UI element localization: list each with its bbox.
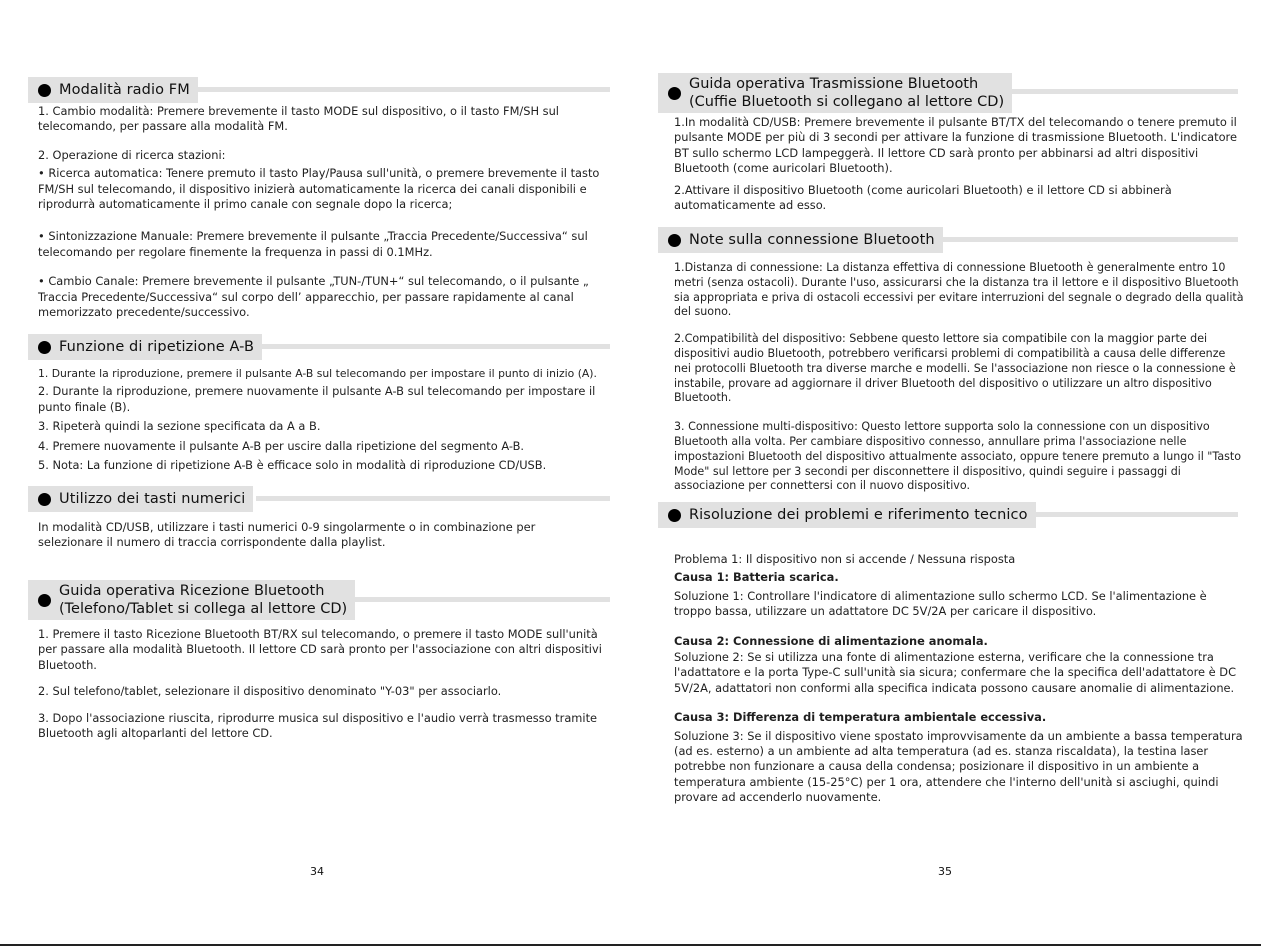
right-page [658,0,1244,946]
paragraph: 1. Premere il tasto Ricezione Bluetooth BT/RX sul telecomando, o premere il tasto MODE sull'unità per passare alla modalità Bluetooth. Il lettore CD sarà pronto per l'associazione con altri dispositivi Bluetooth. [38,627,602,672]
problem-line: Problema 1: Il dispositivo non si accende / Nessuna risposta [674,552,1016,566]
section-rule [998,89,1238,94]
section-title-box [28,77,198,103]
left-page [28,0,610,946]
section-header-notes [658,227,1238,253]
section-header-trouble [658,502,1238,528]
section-title-block [59,582,347,618]
section-title-box [658,73,1012,113]
list-item: 5. Nota: La funzione di ripetizione A-B è efficace solo in modalità di riproduzione CD/USB. [38,458,547,473]
list-item: 2. Durante la riproduzione, premere nuovamente il pulsante A-B sul telecomando per impostare il punto finale (B). [38,384,596,414]
paragraph: 3. Dopo l'associazione riuscita, riprodurre musica sul dispositivo e l'audio verrà trasmesso tramite Bluetooth agli altoparlanti del lettore CD. [38,710,598,741]
section-title-block [689,75,1004,111]
section-title-box [658,227,943,253]
cause-heading: Causa 3: Differenza di temperatura ambientale eccessiva. [674,710,1047,725]
notes-body [674,261,1244,494]
section-subtitle: (Telefono/Tablet si collega al lettore CD) [59,601,348,617]
paragraph: • Cambio Canale: Premere brevemente il pulsante „TUN-/TUN+“ sul telecomando, o il pulsante „ Traccia Precedente/Successiva“ sul corpo dell’ apparecchio, per passare rapidamente al canal memorizzato precedente/successivo. [38,274,589,320]
section-title: Funzione di ripetizione A-B [59,339,255,355]
list-item: 3. Ripeterà quindi la sezione specificata da A a B. [38,419,321,434]
paragraph: 1. Cambio modalità: Premere brevemente il tasto MODE sul dispositivo, o il tasto FM/SH sul telecomando, per passare alla modalità FM. [38,104,559,134]
bttx-body [674,115,1244,213]
list-item: 1. Durante la riproduzione, premere il pulsante A-B sul telecomando per impostare il punto di inizio (A). [38,367,597,380]
cause-heading: Causa 2: Connessione di alimentazione anomala. [674,633,988,648]
section-title: Note sulla connessione Bluetooth [689,232,935,248]
paragraph: 2. Sul telefono/tablet, selezionare il dispositivo denominato "Y-03" per associarlo. [38,684,502,699]
section-header-bttx [658,73,1238,113]
section-rule [188,87,610,92]
section-subtitle: (Cuffie Bluetooth si collegano al lettore CD) [689,94,1005,110]
section-rule [1026,512,1238,517]
paragraph: 2. Operazione di ricerca stazioni: [38,147,226,162]
paragraph: 1.Distanza di connessione: La distanza effettiva di connessione Bluetooth è generalmente entro 10 metri (senza ostacoli). Durante l'uso, assicurarsi che la distanza tra il lettore e il dispositivo Bluetooth sia appropriata e priva di ostacoli eccessivi per evitare interruzioni del segnale o degrado della qualità del suono. [674,261,1244,319]
paragraph: 2.Attivare il dispositivo Bluetooth (come auricolari Bluetooth) e il lettore CD si abbinerà automaticamente ad esso. [674,182,1172,213]
bullet-dot-icon [38,493,51,506]
section-title: Utilizzo dei tasti numerici [59,491,246,507]
ab-body [38,366,610,473]
fm-body [38,104,610,320]
section-rule [250,344,610,349]
btrx-body [38,627,610,741]
section-title: Guida operativa Trasmissione Bluetooth [689,76,979,92]
section-title-box [658,502,1036,528]
section-title: Risoluzione dei problemi e riferimento tecnico [689,507,1028,523]
section-title-box [28,486,253,512]
solution-paragraph: Soluzione 2: Se si utilizza una fonte di alimentazione esterna, verificare che la connessione tra l'adattatore e la porta Type-C sull'unità sia sicura; confermare che la specifica dell'adattatore è DC 5V/2A, adattatori non conformi alla specifica indicata possono causare anomalie di alimentazione. [674,650,1237,695]
section-title: Modalità radio FM [59,82,190,98]
section-title: Guida operativa Ricezione Bluetooth [59,583,325,599]
section-rule [256,496,610,501]
bullet-dot-icon [38,594,51,607]
section-rule [354,597,610,602]
num-body [38,520,570,551]
paragraph: 1.In modalità CD/USB: Premere brevemente il pulsante BT/TX del telecomando o tenere premuto il pulsante MODE per più di 3 secondi per attivare la funzione di trasmissione Bluetooth. L'indicatore BT sullo schermo LCD lampeggerà. Il lettore CD sarà pronto per abbinarsi ad altri dispositivi Bluetooth (come auricolari Bluetooth). [674,115,1237,176]
bullet-dot-icon [668,87,681,100]
paragraph: • Sintonizzazione Manuale: Premere brevemente il pulsante „Traccia Precedente/Successiva“ sul telecomando per regolare finemente la frequenza in passi di 0.1MHz. [38,229,588,259]
bullet-dot-icon [668,509,681,522]
section-header-ab [28,334,610,360]
section-header-fm [28,77,610,103]
solution-paragraph: Soluzione 3: Se il dispositivo viene spostato improvvisamente da un ambiente a bassa temperatura (ad es. esterno) a un ambiente ad alta temperatura (ad es. stanza riscaldata), la testina laser potrebbe non funzionare a causa della condensa; posizionare il dispositivo in un ambiente a temperatura ambiente (15-25°C) per 1 ora, attendere che l'interno dell'unità si asciughi, quindi provare ad accenderlo nuovamente. [674,728,1243,805]
paragraph: In modalità CD/USB, utilizzare i tasti numerici 0-9 singolarmente o in combinazione per selezionare il numero di traccia corrispondente dalla playlist. [38,520,536,550]
bullet-dot-icon [668,234,681,247]
page-number: 34 [310,865,324,878]
paragraph: • Ricerca automatica: Tenere premuto il tasto Play/Pausa sull'unità, o premere brevemente il tasto FM/SH sul telecomando, il dispositivo inizierà automaticamente la ricerca dei canali disponibili e riprodurrà automaticamente il primo canale con segnale dopo la ricerca; [38,166,600,212]
section-rule [938,237,1238,242]
paragraph: 2.Compatibilità del dispositivo: Sebbene questo lettore sia compatibile con la maggior parte dei dispositivi audio Bluetooth, potrebbero verificarsi problemi di compatibilità a causa delle differenze nei protocolli Bluetooth tra diverse marche e modelli. Se l'associazione non riesce o la connessione è instabile, provare ad aggiornare il driver Bluetooth del dispositivo o utilizzare un altro dispositivo Bluetooth. [674,332,1236,405]
bullet-dot-icon [38,341,51,354]
page-number: 35 [938,865,952,878]
paragraph: 3. Connessione multi-dispositivo: Questo lettore supporta solo la connessione con un dispositivo Bluetooth alla volta. Per cambiare dispositivo connesso, annullare prima l'associazione nelle impostazioni Bluetooth del dispositivo attualmente associato, oppure tenere premuto a lungo il "Tasto Mode" sul lettore per 3 secondi per disconnettere il dispositivo, quindi seguire i passaggi di associazione per connettersi con il nuovo dispositivo. [674,420,1242,493]
bullet-dot-icon [38,84,51,97]
solution-paragraph: Soluzione 1: Controllare l'indicatore di alimentazione sullo schermo LCD. Se l'alimentazione è troppo bassa, utilizzare un adattatore DC 5V/2A per caricare il dispositivo. [674,588,1207,619]
section-header-btrx [28,580,610,620]
list-item: 4. Premere nuovamente il pulsante A-B per uscire dalla ripetizione del segmento A-B. [38,438,525,453]
section-title-box [28,334,262,360]
section-title-box [28,580,355,620]
section-header-num [28,486,610,512]
trouble-body [674,552,1244,806]
cause-heading: Causa 1: Batteria scarica. [674,570,839,585]
